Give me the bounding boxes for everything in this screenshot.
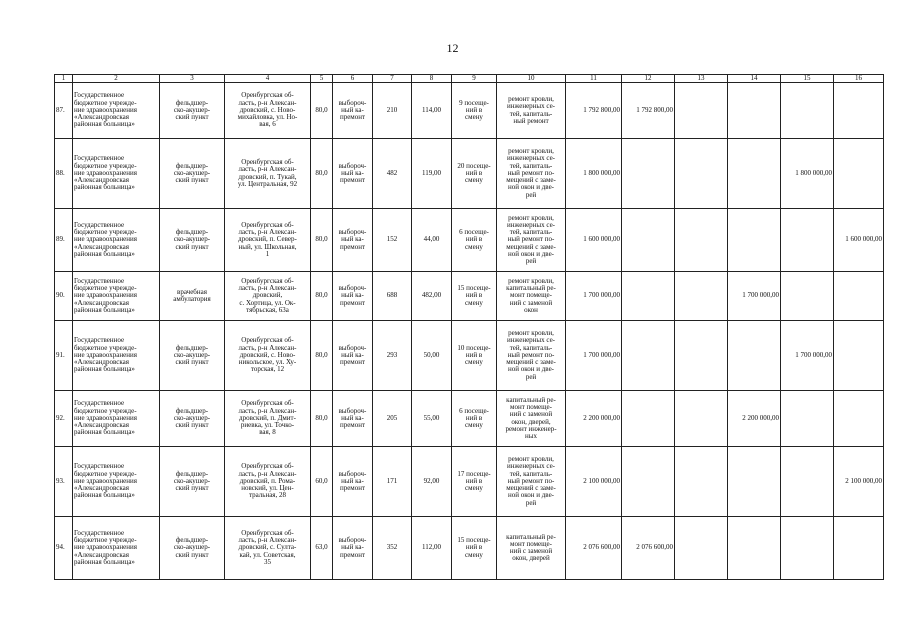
capacity-visits: 6 посеще- ний в смену <box>452 209 497 272</box>
column-8-value: 119,00 <box>412 139 452 209</box>
cost-column-13 <box>675 83 728 139</box>
wear-percent: 80,0 <box>311 139 333 209</box>
wear-percent: 80,0 <box>311 83 333 139</box>
facility-type: фельдшер- ско-акушер- ский пункт <box>160 391 225 447</box>
header-row <box>55 75 884 83</box>
facility-type: фельдшер- ско-акушер- ский пункт <box>160 517 225 580</box>
works-list: капитальный ре- монт помеще- ний с заменой окон, дверей <box>497 517 566 580</box>
total-cost: 1 600 000,00 <box>566 209 622 272</box>
area-value: 205 <box>373 391 412 447</box>
repair-kind: выбороч- ный ка- премонт <box>333 209 373 272</box>
cost-column-12: 1 792 800,00 <box>622 83 675 139</box>
facility-address: Оренбургская об- ласть, р-н Алексан- дровский, п. Тукай, ул. Центральная, 92 <box>225 139 311 209</box>
total-cost: 1 700 000,00 <box>566 321 622 391</box>
table-row <box>55 517 884 580</box>
cost-column-13 <box>675 391 728 447</box>
column-header-16: 16 <box>834 75 884 83</box>
facilities-table <box>54 74 884 580</box>
facility-address: Оренбургская об- ласть, р-н Алексан- дровский, с. Ново- михайловка, ул. Но- вая, 6 <box>225 83 311 139</box>
cost-column-16 <box>834 391 884 447</box>
cost-column-15 <box>781 447 834 517</box>
cost-column-15 <box>781 517 834 580</box>
wear-percent: 80,0 <box>311 209 333 272</box>
table-header <box>55 75 884 83</box>
repair-kind: выбороч- ный ка- премонт <box>333 447 373 517</box>
capacity-visits: 6 посеще- ний в смену <box>452 391 497 447</box>
column-8-value: 482,00 <box>412 272 452 321</box>
column-header-1: 1 <box>55 75 73 83</box>
cost-column-14 <box>728 209 781 272</box>
institution-name: Государственное бюджетное учрежде- ние здравоохранения «Александровская районная больница» <box>73 83 160 139</box>
column-8-value: 114,00 <box>412 83 452 139</box>
works-list: ремонт кровли, инженерных се- тей, капиталь- ный ремонт <box>497 83 566 139</box>
institution-name: Государственное бюджетное учрежде- ние здравоохранения «Александровская районная больница» <box>73 139 160 209</box>
wear-percent: 60,0 <box>311 447 333 517</box>
cost-column-15 <box>781 391 834 447</box>
cost-column-13 <box>675 517 728 580</box>
works-list: ремонт кровли, капитальный ре- монт помеще- ний с заменой окон <box>497 272 566 321</box>
total-cost: 2 076 600,00 <box>566 517 622 580</box>
cost-column-16 <box>834 83 884 139</box>
table-row <box>55 391 884 447</box>
cost-column-15: 1 800 000,00 <box>781 139 834 209</box>
facility-address: Оренбургская об- ласть, р-н Алексан- дровский, п. Рома- новский, ул. Цен- тральная, 28 <box>225 447 311 517</box>
area-value: 352 <box>373 517 412 580</box>
cost-column-12 <box>622 209 675 272</box>
column-header-5: 5 <box>311 75 333 83</box>
institution-name: Государственное бюджетное учрежде- ние здравоохранения «Александровская районная больница» <box>73 447 160 517</box>
capacity-visits: 10 посеще- ний в смену <box>452 321 497 391</box>
cost-column-12 <box>622 391 675 447</box>
institution-name: Государственное бюджетное учрежде- ние здравоохранения «Александровская районная больница» <box>73 321 160 391</box>
area-value: 171 <box>373 447 412 517</box>
total-cost: 1 800 000,00 <box>566 139 622 209</box>
cost-column-15 <box>781 83 834 139</box>
row-number: 89. <box>55 209 73 272</box>
cost-column-13 <box>675 209 728 272</box>
column-8-value: 55,00 <box>412 391 452 447</box>
column-header-14: 14 <box>728 75 781 83</box>
cost-column-15: 1 700 000,00 <box>781 321 834 391</box>
cost-column-14 <box>728 321 781 391</box>
column-header-13: 13 <box>675 75 728 83</box>
cost-column-16 <box>834 517 884 580</box>
cost-column-14 <box>728 517 781 580</box>
facility-address: Оренбургская об- ласть, р-н Алексан- дровский, с. Хортица, ул. Ок- тябрьская, 63а <box>225 272 311 321</box>
facility-address: Оренбургская об- ласть, р-н Алексан- дровский, с. Ново- никольское, ул. Ху- торская, 12 <box>225 321 311 391</box>
institution-name: Государственное бюджетное учрежде- ние здравоохранения «Александровская районная больница» <box>73 209 160 272</box>
works-list: ремонт кровли, инженерных се- тей, капиталь- ный ремонт по- мещений с заме- ной окон и две- рей <box>497 321 566 391</box>
repair-kind: выбороч- ный ка- премонт <box>333 139 373 209</box>
facility-address: Оренбургская об- ласть, р-н Алексан- дровский, с. Султа- кай, ул. Советская, 35 <box>225 517 311 580</box>
repair-kind: выбороч- ный ка- премонт <box>333 272 373 321</box>
column-header-4: 4 <box>225 75 311 83</box>
cost-column-14: 2 200 000,00 <box>728 391 781 447</box>
cost-column-14 <box>728 83 781 139</box>
facility-type: фельдшер- ско-акушер- ский пункт <box>160 447 225 517</box>
cost-column-14 <box>728 447 781 517</box>
capacity-visits: 9 посеще- ний в смену <box>452 83 497 139</box>
table-row <box>55 321 884 391</box>
row-number: 93. <box>55 447 73 517</box>
capacity-visits: 20 посеще- ний в смену <box>452 139 497 209</box>
page-number: 12 <box>446 41 459 55</box>
cost-column-16 <box>834 321 884 391</box>
cost-column-16: 1 600 000,00 <box>834 209 884 272</box>
table-body <box>55 83 884 580</box>
column-header-2: 2 <box>73 75 160 83</box>
cost-column-13 <box>675 321 728 391</box>
column-header-15: 15 <box>781 75 834 83</box>
cost-column-15 <box>781 209 834 272</box>
table-row <box>55 447 884 517</box>
works-list: капитальный ре- монт помеще- ний с заменой окон, дверей, ремонт инженер- ных <box>497 391 566 447</box>
facility-address: Оренбургская об- ласть, р-н Алексан- дровский, п. Дмит- риевка, ул. Точко- вая, 8 <box>225 391 311 447</box>
area-value: 210 <box>373 83 412 139</box>
cost-column-16 <box>834 139 884 209</box>
cost-column-14 <box>728 139 781 209</box>
cost-column-14: 1 700 000,00 <box>728 272 781 321</box>
cost-column-12 <box>622 321 675 391</box>
column-8-value: 92,00 <box>412 447 452 517</box>
table-row <box>55 83 884 139</box>
row-number: 88. <box>55 139 73 209</box>
row-number: 90. <box>55 272 73 321</box>
column-header-10: 10 <box>497 75 566 83</box>
capacity-visits: 17 посеще- ний в смену <box>452 447 497 517</box>
total-cost: 1 700 000,00 <box>566 272 622 321</box>
area-value: 688 <box>373 272 412 321</box>
row-number: 87. <box>55 83 73 139</box>
column-header-8: 8 <box>412 75 452 83</box>
row-number: 91. <box>55 321 73 391</box>
repair-kind: выбороч- ный ка- премонт <box>333 83 373 139</box>
table-row <box>55 272 884 321</box>
works-list: ремонт кровли, инженерных се- тей, капиталь- ный ремонт по- мещений с заме- ной окон и две- рей <box>497 447 566 517</box>
facility-type: фельдшер- ско-акушер- ский пункт <box>160 209 225 272</box>
cost-column-15 <box>781 272 834 321</box>
column-header-6: 6 <box>333 75 373 83</box>
repair-kind: выбороч- ный ка- премонт <box>333 391 373 447</box>
column-header-9: 9 <box>452 75 497 83</box>
works-list: ремонт кровли, инженерных се- тей, капиталь- ный ремонт по- мещений с заме- ной окон и две- рей <box>497 139 566 209</box>
wear-percent: 80,0 <box>311 272 333 321</box>
wear-percent: 80,0 <box>311 321 333 391</box>
wear-percent: 80,0 <box>311 391 333 447</box>
row-number: 94. <box>55 517 73 580</box>
cost-column-13 <box>675 447 728 517</box>
area-value: 482 <box>373 139 412 209</box>
facility-type: фельдшер- ско-акушер- ский пункт <box>160 83 225 139</box>
facility-type: фельдшер- ско-акушер- ский пункт <box>160 139 225 209</box>
column-header-3: 3 <box>160 75 225 83</box>
cost-column-12 <box>622 272 675 321</box>
column-8-value: 50,00 <box>412 321 452 391</box>
cost-column-12 <box>622 139 675 209</box>
area-value: 293 <box>373 321 412 391</box>
repair-kind: выбороч- ный ка- премонт <box>333 517 373 580</box>
total-cost: 2 200 000,00 <box>566 391 622 447</box>
table-row <box>55 209 884 272</box>
capacity-visits: 15 посеще- ний в смену <box>452 272 497 321</box>
cost-column-13 <box>675 139 728 209</box>
works-list: ремонт кровли, инженерных се- тей, капиталь- ный ремонт по- мещений с заме- ной окон и две- рей <box>497 209 566 272</box>
cost-column-13 <box>675 272 728 321</box>
area-value: 152 <box>373 209 412 272</box>
table-row <box>55 139 884 209</box>
facility-address: Оренбургская об- ласть, р-н Алексан- дровский, п. Север- ный, ул. Школьная, 1 <box>225 209 311 272</box>
facility-type: фельдшер- ско-акушер- ский пункт <box>160 321 225 391</box>
cost-column-16 <box>834 272 884 321</box>
cost-column-12: 2 076 600,00 <box>622 517 675 580</box>
column-8-value: 112,00 <box>412 517 452 580</box>
total-cost: 1 792 800,00 <box>566 83 622 139</box>
column-header-7: 7 <box>373 75 412 83</box>
wear-percent: 63,0 <box>311 517 333 580</box>
column-header-12: 12 <box>622 75 675 83</box>
capacity-visits: 15 посеще- ний в смену <box>452 517 497 580</box>
total-cost: 2 100 000,00 <box>566 447 622 517</box>
institution-name: Государственное бюджетное учрежде- ние здравоохранения «Александровская районная больница» <box>73 517 160 580</box>
column-header-11: 11 <box>566 75 622 83</box>
row-number: 92. <box>55 391 73 447</box>
cost-column-12 <box>622 447 675 517</box>
repair-kind: выбороч- ный ка- премонт <box>333 321 373 391</box>
cost-column-16: 2 100 000,00 <box>834 447 884 517</box>
facility-type: врачебная амбулатория <box>160 272 225 321</box>
institution-name: Государственное бюджетное учрежде- ние здравоохранения «Александровская районная больница» <box>73 391 160 447</box>
institution-name: Государственное бюджетное учрежде- ние здравоохранения «Александровская районная больница» <box>73 272 160 321</box>
column-8-value: 44,00 <box>412 209 452 272</box>
